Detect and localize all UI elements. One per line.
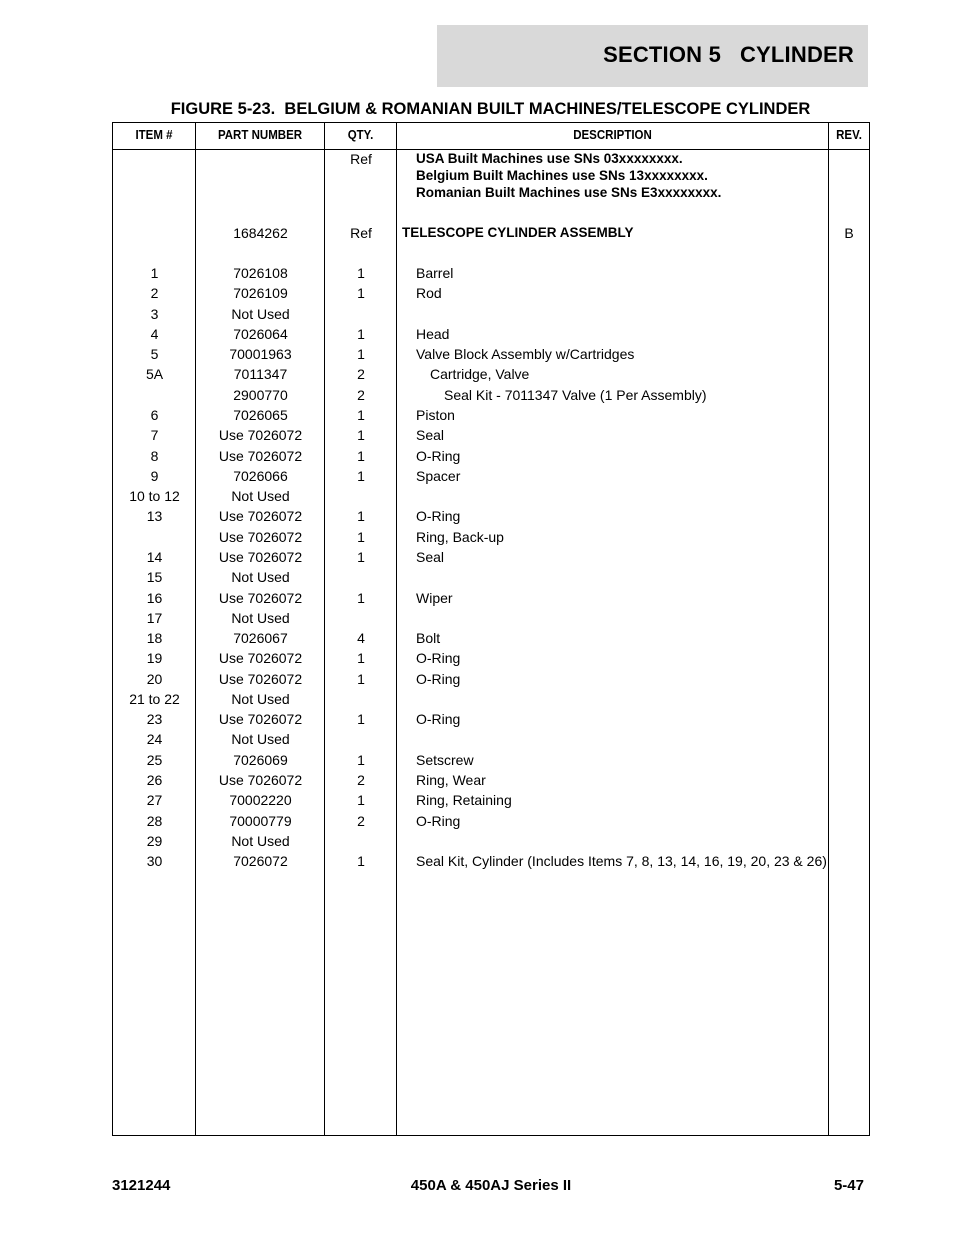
part-number: 7026066 (233, 467, 288, 484)
note-line: Belgium Built Machines use SNs 13xxxxxxxx. (416, 168, 708, 183)
quantity: 1 (357, 508, 365, 525)
description: Wiper (416, 589, 453, 606)
quantity: 1 (357, 325, 365, 342)
header-item: ITEM # (135, 128, 173, 142)
quantity: 1 (357, 548, 365, 565)
assembly-row (113, 224, 869, 242)
quantity: 2 (357, 366, 365, 383)
part-number: Use 7026072 (218, 650, 303, 667)
description: Ring, Back-up (416, 528, 504, 545)
assembly-qty: Ref (350, 225, 372, 241)
quantity: 1 (357, 528, 365, 545)
table-row (113, 832, 869, 850)
part-number: Use 7026072 (218, 670, 303, 687)
part-number: 7026064 (233, 325, 288, 342)
quantity: 1 (357, 589, 365, 606)
table-row (113, 589, 869, 607)
part-number: Not Used (231, 731, 290, 748)
item-number: 23 (146, 711, 163, 728)
item-number: 6 (150, 407, 159, 423)
footer-page-number: 5-47 (833, 1177, 864, 1194)
item-number: 28 (146, 812, 163, 829)
quantity: 1 (357, 650, 365, 667)
quantity: 2 (357, 812, 365, 829)
parts-table (112, 122, 870, 1136)
quantity: 1 (357, 407, 365, 423)
description: Seal Kit, Cylinder (Includes Items 7, 8, 13, 14, 16, 19, 20, 23 & 26) (416, 853, 827, 870)
part-number: Use 7026072 (218, 427, 303, 444)
table-row (113, 670, 869, 688)
table-row (113, 467, 869, 485)
item-number: 16 (146, 589, 163, 606)
description: O-Ring (416, 812, 461, 829)
table-row (113, 406, 869, 424)
description: O-Ring (416, 711, 461, 728)
part-number: 70001963 (229, 346, 292, 363)
table-row (113, 426, 869, 444)
header-part-number: PART NUMBER (217, 128, 303, 142)
quantity: 4 (357, 630, 365, 646)
item-number: 27 (146, 792, 163, 809)
description: Seal (416, 427, 445, 444)
item-number: 29 (146, 832, 163, 849)
table-row (113, 690, 869, 708)
item-number: 14 (146, 548, 163, 565)
part-number: Not Used (231, 569, 290, 586)
part-number: 70002220 (229, 792, 292, 809)
part-number: Use 7026072 (218, 772, 303, 788)
table-row (113, 365, 869, 383)
assembly-rev: B (844, 225, 854, 241)
table-row (113, 609, 869, 627)
part-number: 70000779 (229, 812, 292, 829)
item-number: 13 (146, 508, 163, 525)
header-description: DESCRIPTION (573, 128, 652, 142)
part-number: Use 7026072 (218, 589, 303, 606)
table-row (113, 568, 869, 586)
table-row (113, 386, 869, 404)
item-number: 19 (146, 650, 163, 667)
item-number: 15 (146, 569, 163, 586)
item-number: 4 (150, 325, 159, 342)
description: O-Ring (416, 508, 461, 525)
description: Seal Kit - 7011347 Valve (1 Per Assembly) (444, 386, 707, 403)
header-qty: QTY. (347, 128, 374, 142)
section-header (437, 25, 868, 87)
table-row (113, 447, 869, 465)
description: O-Ring (416, 447, 461, 464)
item-number: 1 (150, 265, 159, 281)
part-number: Not Used (231, 832, 290, 849)
quantity: 1 (357, 751, 365, 768)
quantity: 1 (357, 265, 365, 281)
note-line: Romanian Built Machines use SNs E3xxxxxxxx. (416, 185, 722, 200)
table-row (113, 264, 869, 282)
item-number: 3 (150, 305, 159, 322)
item-number: 25 (146, 751, 163, 768)
part-number: 7026109 (233, 285, 288, 302)
description: Piston (416, 407, 455, 423)
table-row (113, 791, 869, 809)
item-number: 5 (150, 346, 159, 363)
figure-title: FIGURE 5-23. BELGIUM & ROMANIAN BUILT MACHINES/TELESCOPE CYLINDER (170, 100, 811, 118)
description: O-Ring (416, 670, 461, 687)
table-row (113, 629, 869, 647)
quantity: 2 (357, 386, 365, 403)
description: Bolt (416, 630, 441, 646)
description: Valve Block Assembly w/Cartridges (416, 346, 635, 363)
item-number: 26 (146, 772, 163, 788)
part-number: Use 7026072 (218, 711, 303, 728)
part-number: Use 7026072 (218, 548, 303, 565)
item-number: 2 (150, 285, 159, 302)
quantity: 1 (357, 467, 365, 484)
item-number: 5A (145, 366, 164, 383)
quantity: 1 (357, 346, 365, 363)
description: Seal (416, 548, 445, 565)
header-rev: REV. (836, 128, 862, 142)
note-line: USA Built Machines use SNs 03xxxxxxxx. (416, 151, 683, 166)
part-number: 7026108 (233, 265, 288, 281)
assembly-part-number: 1684262 (233, 225, 288, 241)
table-row (113, 751, 869, 769)
item-number: 10 to 12 (129, 488, 180, 505)
table-row (113, 487, 869, 505)
part-number: Not Used (231, 305, 290, 322)
item-number: 8 (150, 447, 159, 464)
part-number: 7026065 (233, 407, 288, 423)
description: Ring, Retaining (416, 792, 512, 809)
description: O-Ring (416, 650, 461, 667)
part-number: 7026069 (233, 751, 288, 768)
part-number: 7026067 (233, 630, 288, 646)
table-row (113, 852, 869, 870)
table-row (113, 710, 869, 728)
table-row (113, 730, 869, 748)
item-number: 30 (146, 853, 163, 870)
quantity: 1 (357, 792, 365, 809)
table-row (113, 284, 869, 302)
quantity: 2 (357, 772, 365, 788)
table-row (113, 548, 869, 566)
item-number: 9 (150, 467, 159, 484)
item-number: 24 (146, 731, 163, 748)
assembly-description: TELESCOPE CYLINDER ASSEMBLY (402, 225, 634, 240)
description: Setscrew (416, 751, 474, 768)
part-number: 2900770 (233, 386, 288, 403)
quantity: 1 (357, 853, 365, 870)
table-row (113, 528, 869, 546)
table-row (113, 649, 869, 667)
quantity: 1 (357, 711, 365, 728)
part-number: Use 7026072 (218, 528, 303, 545)
part-number: Not Used (231, 488, 290, 505)
description: Rod (416, 285, 442, 302)
item-number: 17 (146, 609, 163, 626)
note-qty: Ref (350, 151, 372, 167)
part-number: Use 7026072 (218, 508, 303, 525)
section-title: SECTION 5 CYLINDER (603, 42, 854, 67)
quantity: 1 (357, 285, 365, 302)
part-number: 7026072 (233, 853, 288, 870)
description: Head (416, 325, 450, 342)
table-row (113, 812, 869, 830)
quantity: 1 (357, 670, 365, 687)
quantity: 1 (357, 427, 365, 444)
description: Cartridge, Valve (430, 366, 530, 383)
footer-model: 450A & 450AJ Series II (410, 1177, 572, 1194)
item-number: 7 (150, 427, 159, 444)
description: Ring, Wear (416, 772, 486, 788)
table-row (113, 345, 869, 363)
part-number: 7011347 (233, 366, 288, 383)
footer-doc-number: 3121244 (112, 1177, 171, 1194)
part-number: Use 7026072 (218, 447, 303, 464)
item-number: 21 to 22 (129, 690, 180, 707)
part-number: Not Used (231, 690, 290, 707)
quantity: 1 (357, 447, 365, 464)
table-row (113, 507, 869, 525)
item-number: 20 (146, 670, 163, 687)
item-number: 18 (146, 630, 163, 646)
table-row (113, 771, 869, 789)
part-number: Not Used (231, 609, 290, 626)
description: Spacer (416, 467, 461, 484)
table-row (113, 325, 869, 343)
description: Barrel (416, 265, 454, 281)
table-row (113, 305, 869, 323)
